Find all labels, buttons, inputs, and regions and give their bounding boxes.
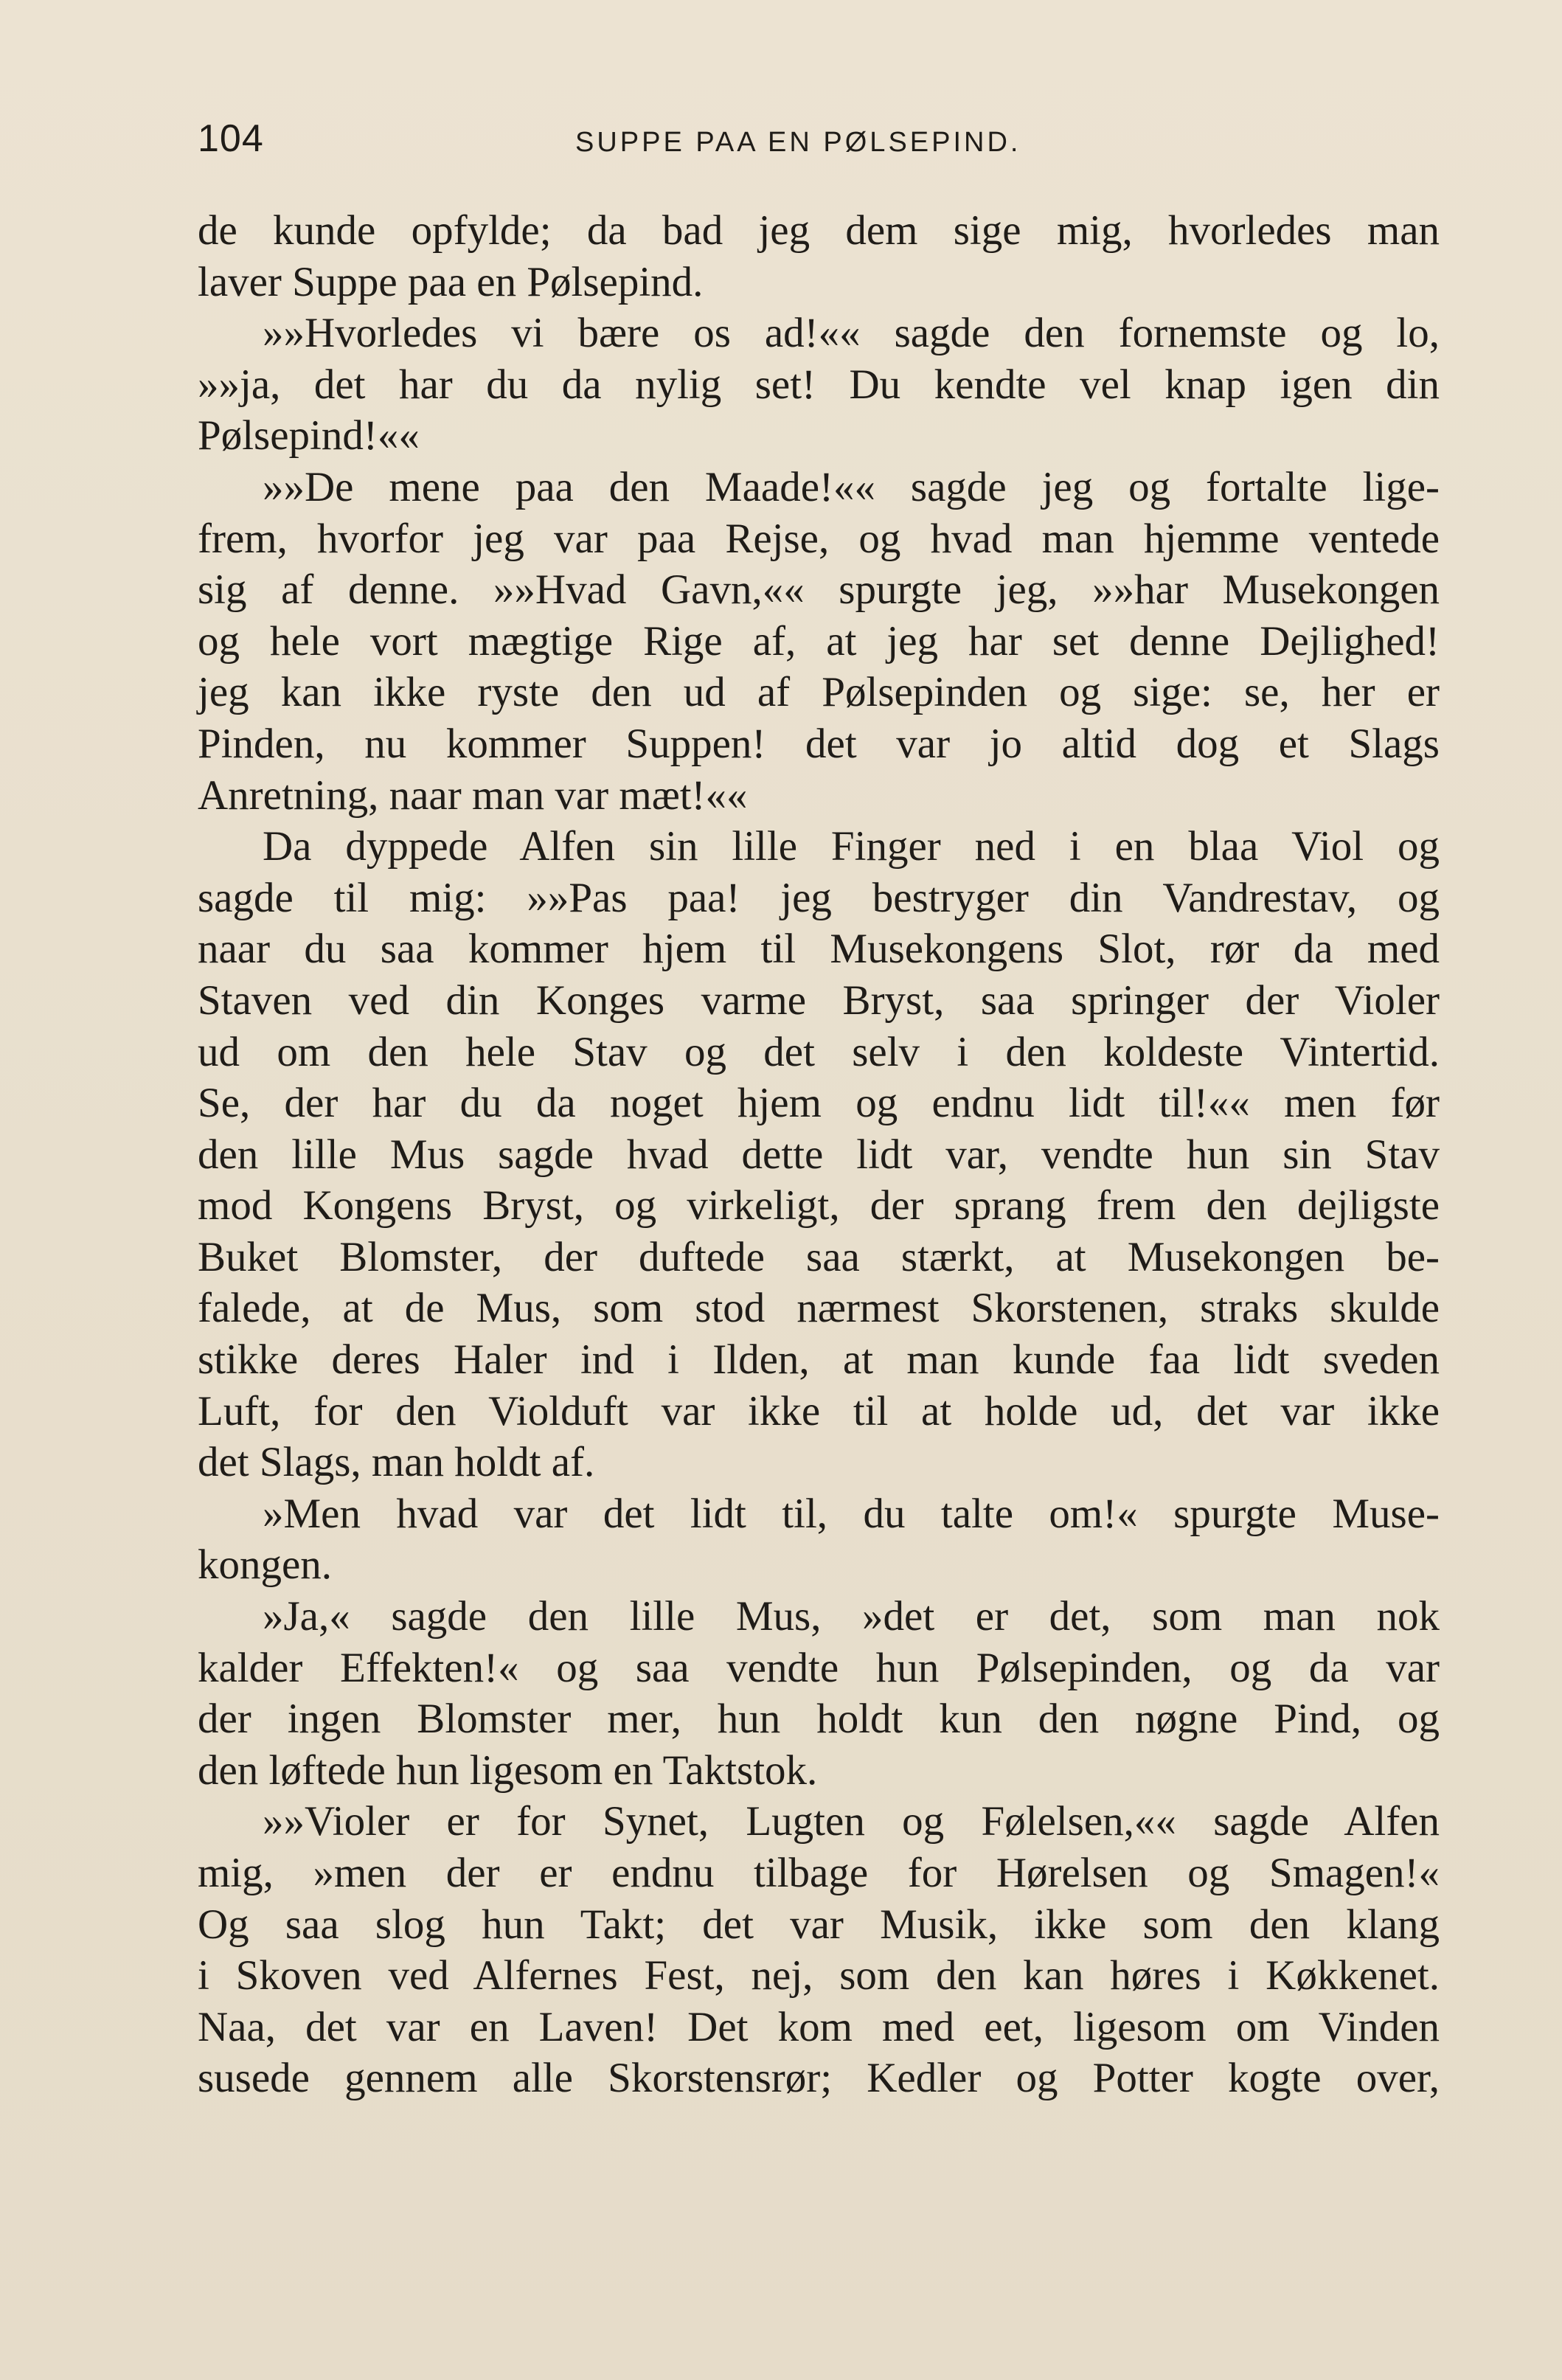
text-line: Anretning, naar man var mæt!«« [198, 771, 748, 819]
text-line: den lille Mus sagde hvad dette lidt var, vendte hun sin Stav [198, 1131, 1440, 1178]
text-line: sig af denne. »»Hvad Gavn,«« spurgte jeg, »»har Musekongen [198, 566, 1440, 614]
text-line: »»De mene paa den Maade!«« sagde jeg og fortalte lige- [263, 463, 1440, 510]
text-line: i Skoven ved Alfernes Fest, nej, som den kan høres i Køkkenet. [198, 1952, 1440, 1999]
text-line: Og saa slog hun Takt; det var Musik, ikke som den klang [198, 1901, 1440, 1948]
text-line: Pølsepind!«« [198, 412, 420, 459]
text-line: kalder Effekten!« og saa vendte hun Pølsepinden, og da var [198, 1644, 1440, 1691]
text-line: mod Kongens Bryst, og virkeligt, der sprang frem den dejligste [198, 1182, 1440, 1229]
text-line: susede gennem alle Skorstensrør; Kedler og Potter kogte over, [198, 2055, 1440, 2102]
text-line: »Men hvad var det lidt til, du talte om!« spurgte Muse- [263, 1490, 1440, 1537]
text-line: falede, at de Mus, som stod nærmest Skorstenen, straks skulde [198, 1285, 1440, 1332]
text-line: stikke deres Haler ind i Ilden, at man kunde faa lidt sveden [198, 1336, 1440, 1384]
text-line: »»ja, det har du da nylig set! Du kendte vel knap igen din [198, 361, 1440, 408]
page-header [198, 111, 1440, 170]
text-line: Se, der har du da noget hjem og endnu lidt til!«« men før [198, 1080, 1440, 1127]
text-line: der ingen Blomster mer, hun holdt kun den nøgne Pind, og [198, 1696, 1440, 1743]
text-line: »»Violer er for Synet, Lugten og Følelsen,«« sagde Alfen [263, 1798, 1440, 1845]
text-line: ud om den hele Stav og det selv i den koldeste Vintertid. [198, 1028, 1440, 1075]
text-line: og hele vort mægtige Rige af, at jeg har set denne Dejlighed! [198, 617, 1440, 665]
text-line: mig, »men der er endnu tilbage for Hørelsen og Smagen!« [198, 1850, 1440, 1896]
text-line: naar du saa kommer hjem til Musekongens Slot, rør da med [198, 926, 1440, 973]
text-line: det Slags, man holdt af. [198, 1439, 595, 1486]
text-line: Luft, for den Violduft var ikke til at holde ud, det var ikke [198, 1387, 1440, 1434]
text-line: laver Suppe paa en Pølsepind. [198, 258, 704, 305]
text-line: Da dyppede Alfen sin lille Finger ned i en blaa Viol og [263, 823, 1440, 870]
text-line: Naa, det var en Laven! Det kom med eet, ligesom om Vinden [198, 2003, 1440, 2050]
running-title: SUPPE PAA EN PØLSEPIND. [575, 127, 1021, 158]
text-line: frem, hvorfor jeg var paa Rejse, og hvad man hjemme ventede [198, 515, 1440, 562]
text-line: Pinden, nu kommer Suppen! det var jo altid dog et Slags [198, 720, 1440, 767]
text-line: »»Hvorledes vi bære os ad!«« sagde den fornemste og lo, [263, 310, 1440, 357]
text-line: sagde til mig: »»Pas paa! jeg bestryger din Vandrestav, og [198, 874, 1440, 921]
text-line: Buket Blomster, der duftede saa stærkt, at Musekongen be- [198, 1233, 1440, 1280]
text-line: den løftede hun ligesom en Taktstok. [198, 1746, 818, 1794]
text-line: jeg kan ikke ryste den ud af Pølsepinden og sige: se, her er [198, 669, 1440, 716]
page-number: 104 [198, 117, 264, 160]
text-line: Staven ved din Konges varme Bryst, saa springer der Violer [198, 976, 1440, 1024]
body-text [198, 205, 1440, 2104]
text-line: kongen. [198, 1541, 333, 1589]
text-line: de kunde opfylde; da bad jeg dem sige mig, hvorledes man [198, 207, 1440, 254]
text-line: »Ja,« sagde den lille Mus, »det er det, som man nok [263, 1593, 1440, 1640]
